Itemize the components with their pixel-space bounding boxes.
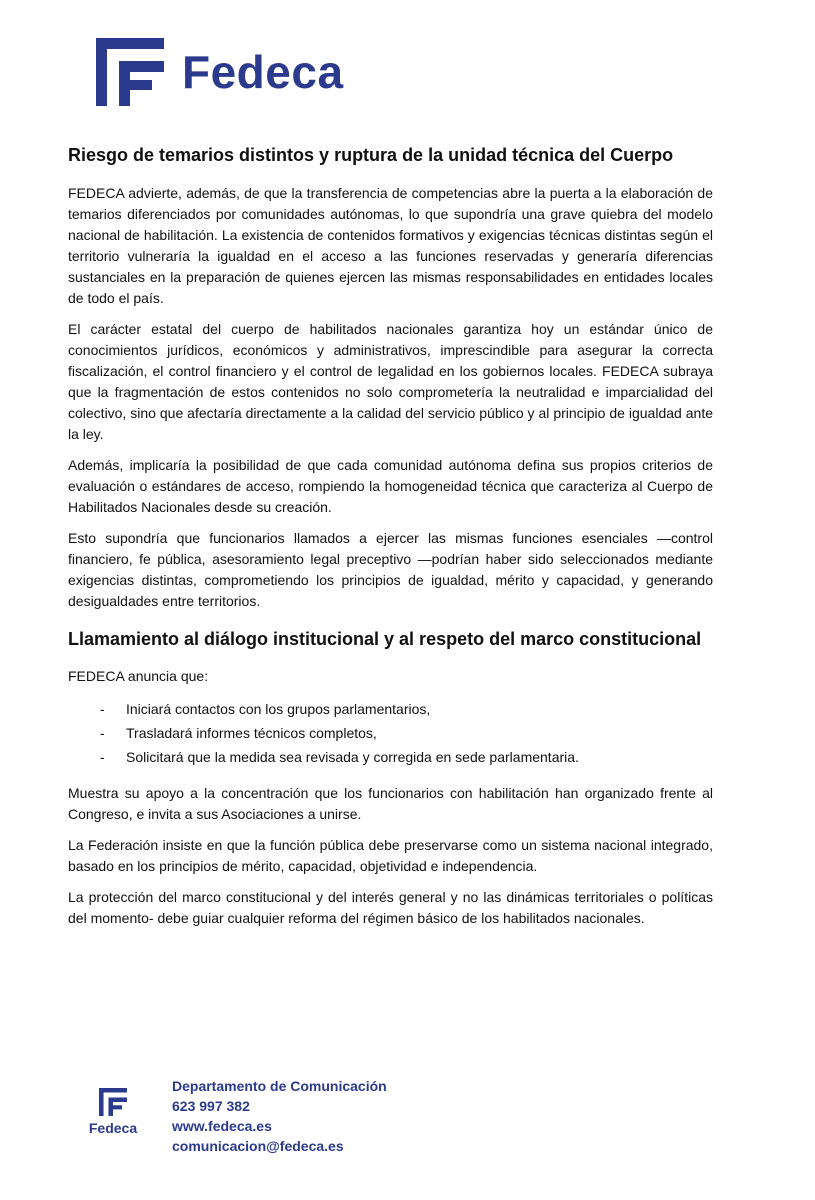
footer-logo-wordmark: Fedeca (88, 1120, 138, 1136)
paragraph: Esto supondría que funcionarios llamados a ejercer las mismas funciones esenciales —control financiero, fe pública, asesoramiento legal preceptivo —podrían haber sido seleccionados mediante exigencias distintas, comprometiendo los principios de igualdad, mérito y capacidad, y generando desigualdades entre territorios. (68, 529, 713, 609)
paragraph: Además, implicaría la posibilidad de que cada comunidad autónoma defina sus propios criterios de evaluación o estándares de acceso, rompiendo la homogeneidad técnica que caracteriza al Cuerpo de Habilitados Nacionales desde su creación. (68, 456, 713, 515)
phone-number: 623 997 382 (172, 1098, 250, 1114)
email-link[interactable]: comunicacion@fedeca.es (172, 1138, 344, 1154)
action-list (68, 697, 713, 769)
paragraph: FEDECA anuncia que: (68, 668, 209, 684)
header-logo (96, 38, 344, 106)
paragraph: La Federación insiste en que la función pública debe preservarse como un sistema nacional integrado, basado en los principios de mérito, capacidad, objetividad e independencia. (68, 837, 713, 874)
list-marker: - (100, 701, 105, 717)
paragraph: El carácter estatal del cuerpo de habilitados nacionales garantiza hoy un estándar único de conocimientos jurídicos, económicos y administrativos, imprescindible para asegurar la correcta fiscalización, el control financiero y el control de legalidad en los gobiernos locales. FEDECA subraya que la fragmentación de estos contenidos no solo comprometería la neutralidad e imparcialidad del colectivo, sino que afectaría directamente a la calidad del servicio público y al principio de igualdad ante la ley. (68, 320, 713, 442)
paragraph: Muestra su apoyo a la concentración que los funcionarios con habilitación han organizado frente al Congreso, e invita a sus Asociaciones a unirse. (68, 785, 713, 822)
department-name: Departamento de Comunicación (172, 1078, 387, 1094)
list-marker: - (100, 749, 105, 765)
list-marker: - (100, 725, 105, 741)
fedeca-logo-icon (99, 1088, 127, 1116)
logo-wordmark: Fedeca (182, 46, 344, 98)
section-title: Llamamiento al diálogo institucional y al respeto del marco constitucional (68, 628, 702, 649)
footer (78, 1076, 387, 1156)
footer-logo (78, 1088, 148, 1156)
website-link[interactable]: www.fedeca.es (172, 1118, 272, 1134)
list-item: - Iniciará contactos con los grupos parlamentarios, (68, 697, 713, 721)
fedeca-logo-icon (96, 38, 164, 106)
list-item: - Solicitará que la medida sea revisada y corregida en sede parlamentaria. (68, 745, 713, 769)
list-item: - Trasladará informes técnicos completos, (68, 721, 713, 745)
document-body (68, 144, 713, 939)
paragraph: FEDECA advierte, además, de que la transferencia de competencias abre la puerta a la elaboración de temarios diferenciados por comunidades autónomas, lo que supondría una grave quiebra del modelo nacional de habilitación. La existencia de contenidos formativos y exigencias técnicas distintas según el territorio vulneraría la igualdad en el acceso a las funciones reservadas y generaría diferencias sustanciales en la preparación de quienes ejercen las mismas responsabilidades en entidades locales de todo el país. (68, 184, 713, 306)
paragraph: La protección del marco constitucional y del interés general y no las dinámicas territoriales o políticas del momento- debe guiar cualquier reforma del régimen básico de los habilitados nacionales. (68, 889, 713, 926)
contact-info (172, 1076, 387, 1156)
section-title: Riesgo de temarios distintos y ruptura de la unidad técnica del Cuerpo (68, 145, 674, 165)
